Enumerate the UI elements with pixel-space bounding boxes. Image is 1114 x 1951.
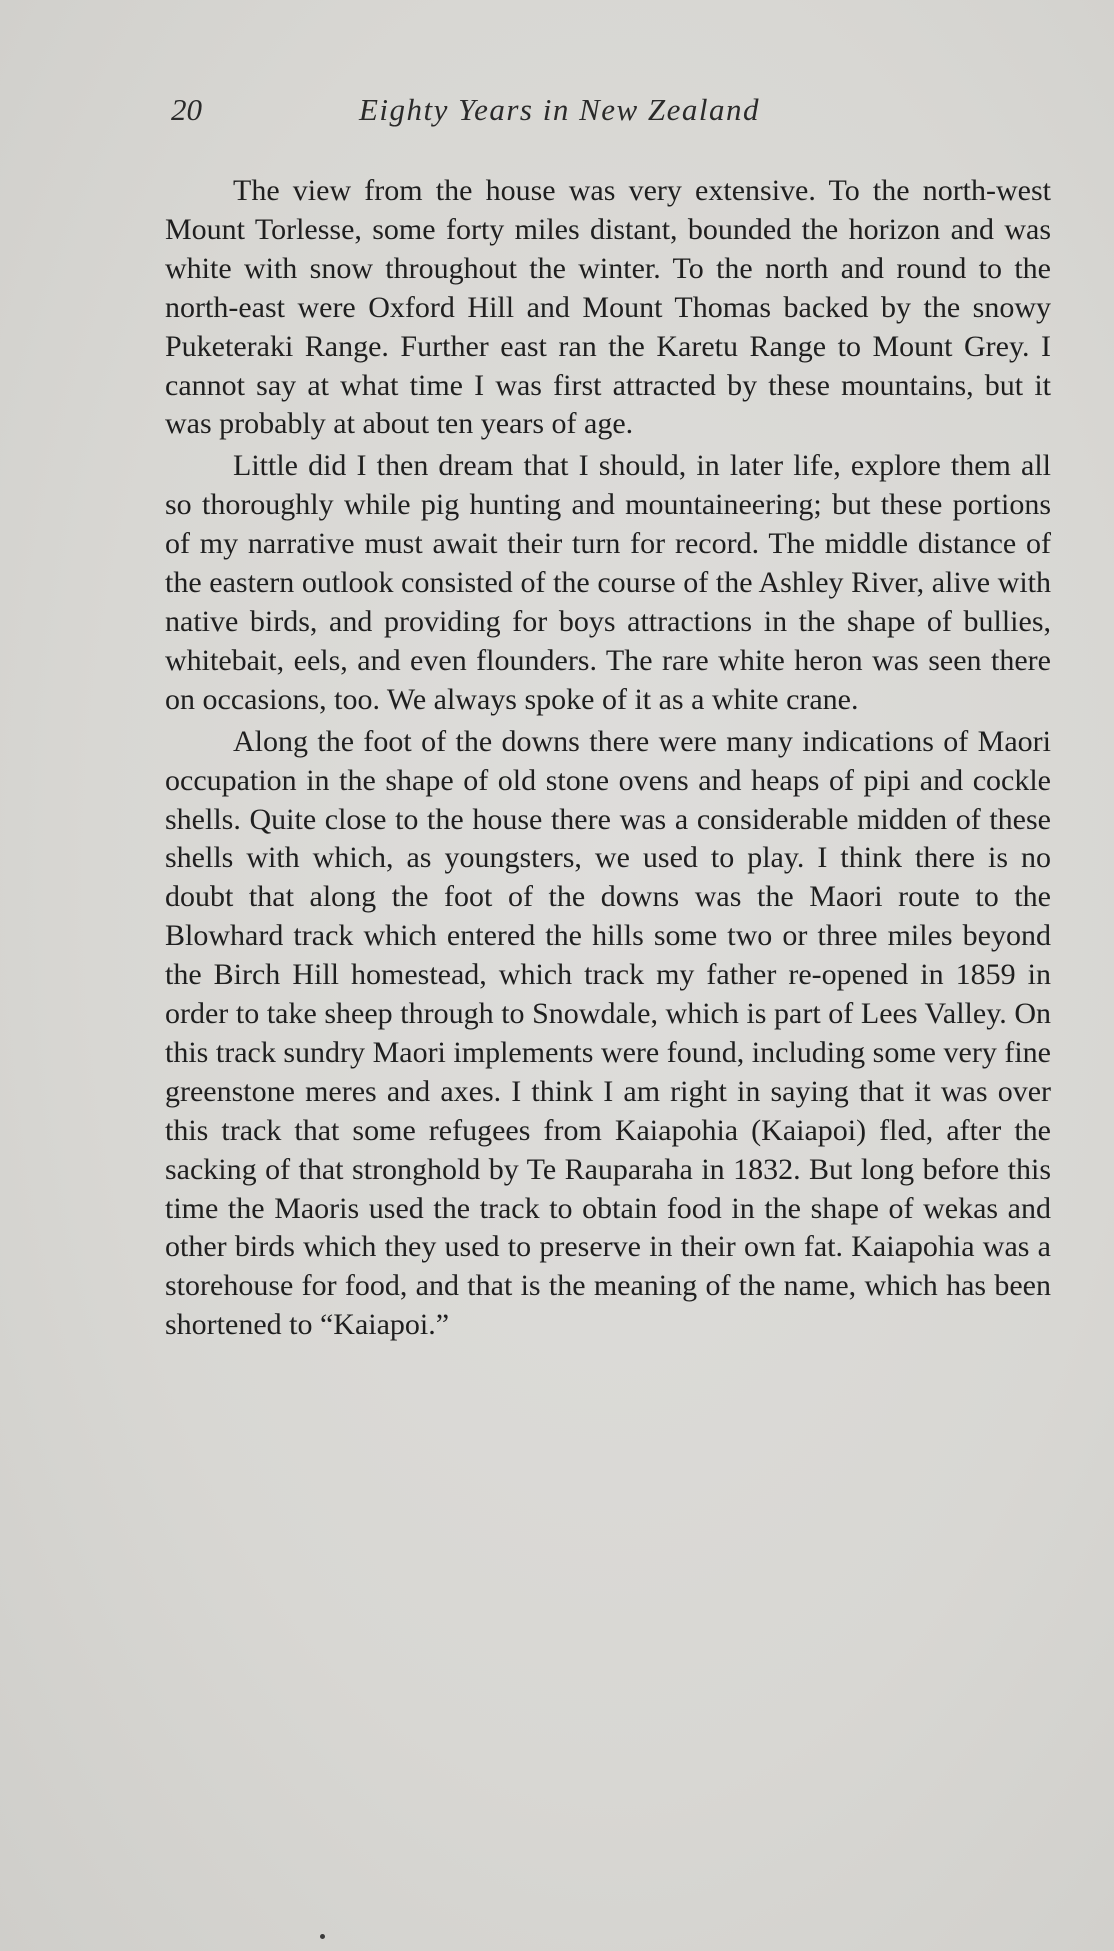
body-text: [165, 172, 1051, 1348]
page-number: 20: [171, 92, 202, 127]
running-title: Eighty Years in New Zealand: [359, 92, 761, 127]
running-head: [163, 92, 1053, 136]
ink-speck: [320, 1934, 325, 1939]
paragraph: The view from the house was very extensive. To the north-west Mount Torlesse, some forty miles distant, bounded the horizon and was white with snow throughout the winter. To the north and round to the north-east were Oxford Hill and Mount Thomas backed by the snowy Puketeraki Range. Further east ran the Karetu Range to Mount Grey. I cannot say at what time I was first attracted by these mountains, but it was probably at about ten years of age.: [165, 174, 1051, 441]
paragraph: Along the foot of the downs there were many indications of Maori occupation in the shape of old stone ovens and heaps of pipi and cockle shells. Quite close to the house there was a considerable midden of these shells with which, as youngsters, we used to play. I think there is no doubt that along the foot of the downs was the Maori route to the Blowhard track which entered the hills some two or three miles beyond the Birch Hill homestead, which track my father re-opened in 1859 in order to take sheep through to Snowdale, which is part of Lees Valley. On this track sundry Maori implements were found, including some very fine greenstone meres and axes. I think I am right in saying that it was over this track that some refugees from Kaiapohia (Kaiapoi) fled, after the sacking of that stronghold by Te Rauparaha in 1832. But long before this time the Maoris used the track to obtain food in the shape of wekas and other birds which they used to preserve in their own fat. Kaiapohia was a storehouse for food, and that is the meaning of the name, which has been shortened to “Kaiapoi.”: [165, 724, 1051, 1342]
paragraph: Little did I then dream that I should, in later life, explore them all so thoroughly while pig hunting and mountaineering; but these portions of my narrative must await their turn for record. The middle distance of the eastern outlook consisted of the course of the Ashley River, alive with native birds, and providing for boys attractions in the shape of bullies, whitebait, eels, and even flounders. The rare white heron was seen there on occasions, too. We always spoke of it as a white crane.: [165, 449, 1051, 716]
